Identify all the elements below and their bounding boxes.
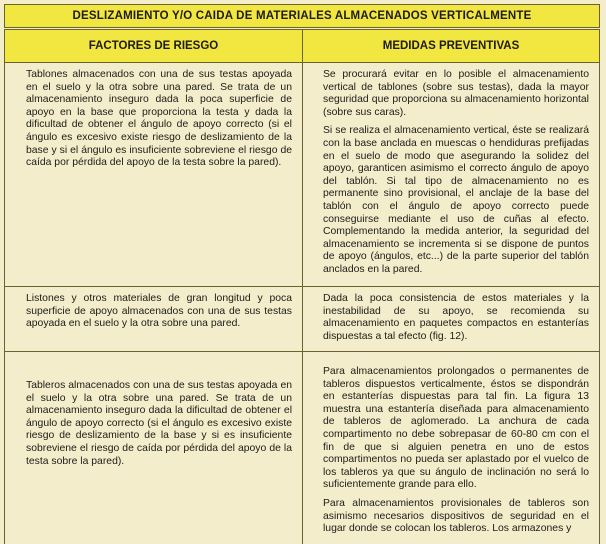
table-title: DESLIZAMIENTO Y/O CAIDA DE MATERIALES ALMACENADOS VERTICALMENTE bbox=[4, 4, 600, 28]
row-divider bbox=[4, 351, 600, 352]
measures-text-row-1: Se procurará evitar en lo posible el almacenamiento vertical de tablones (sobre sus testas), dada la mayor seguridad que proporciona su almacenamiento horizontal (sobre sus caras). Si se realiza el almacenamiento vertical, éste se realizará con la base anclada en muescas o hendiduras prefijadas en el suelo de modo que asegurando la solidez del apoyo, garanticen asimismo el correcto ángulo de apoyo del tablón. Si tal tipo de almacenamiento no es permanente sino provisional, el anclaje de la base del tablón con el ángulo de apoyo correcto puede conseguirse mediante el uso de cuñas al efecto. Complementando la medida anterior, la seguridad del almacenamiento se incrementa si se dispone de puntos de apoyo (ángulos, etc...) de la parte superior del tablón anclados en la pared. bbox=[323, 69, 589, 275]
header-preventive-measures: MEDIDAS PREVENTIVAS bbox=[302, 29, 600, 63]
table-border-left bbox=[4, 63, 5, 544]
table-border-right bbox=[599, 63, 600, 544]
column-divider bbox=[302, 63, 303, 544]
row-divider bbox=[4, 286, 600, 287]
risk-text-row-3: Tableros almacenados con una de sus testas apoyada en el suelo y la otra sobre una pared. Se trata de un almacenamiento inseguro dada la dificultad de obtener el ángulo de apoyo correcto (si el ángulo es excesivo existe riesgo de deslizamiento de la base y si es insuficiente sobreviene el riesgo de caída por pérdida del apoyo de la testa sobre la pared). bbox=[26, 380, 292, 467]
measures-text-row-3: Para almacenamientos prolongados o permanentes de tableros dispuestos verticalmente, éstos se dispondrán en estanterías dispuestas para tal fin. La figura 13 muestra una estantería diseñada para almacenamiento de tableros de aglomerado. La anchura de cada compartimento no debe sobrepasar de 60-80 cm con el fin de que si alguien penetra en uno de estos compartimentos no pueda ser aplastado por el vuelco de los tableros ya que su ángulo de inclinación no será lo suficientemente grande para ello. Para almacenamientos provisionales de tableros son asimismo necesarios dispositivos de seguridad en el lugar donde se colocan los tableros. Los armazones y bbox=[323, 366, 589, 535]
risk-text-row-2: Listones y otros materiales de gran longitud y poca superficie de apoyo almacenados con una de sus testas apoyada en el suelo y la otra sobre una pared. bbox=[26, 293, 292, 330]
header-risk-factors: FACTORES DE RIESGO bbox=[4, 29, 303, 63]
risk-text-row-1: Tablones almacenados con una de sus testas apoyada en el suelo y la otra sobre una pared. Se trata de un almacenamiento inseguro dada la poca superficie de apoyo en la base que proporciona la testa y dada la dificultad de obtener el ángulo de apoyo correcto (si el ángulo es excesivo existe riesgo de deslizamiento de la base y si el ángulo es insuficiente sobreviene el riesgo de caída por pérdida del apoyo de la testa sobre la pared). bbox=[26, 69, 292, 169]
measures-text-row-2: Dada la poca consistencia de estos materiales y la inestabilidad de su apoyo, se recomienda su almacenamiento en paquetes compactos en estanterías dispuestas a tal efecto (fig. 12). bbox=[323, 293, 589, 342]
